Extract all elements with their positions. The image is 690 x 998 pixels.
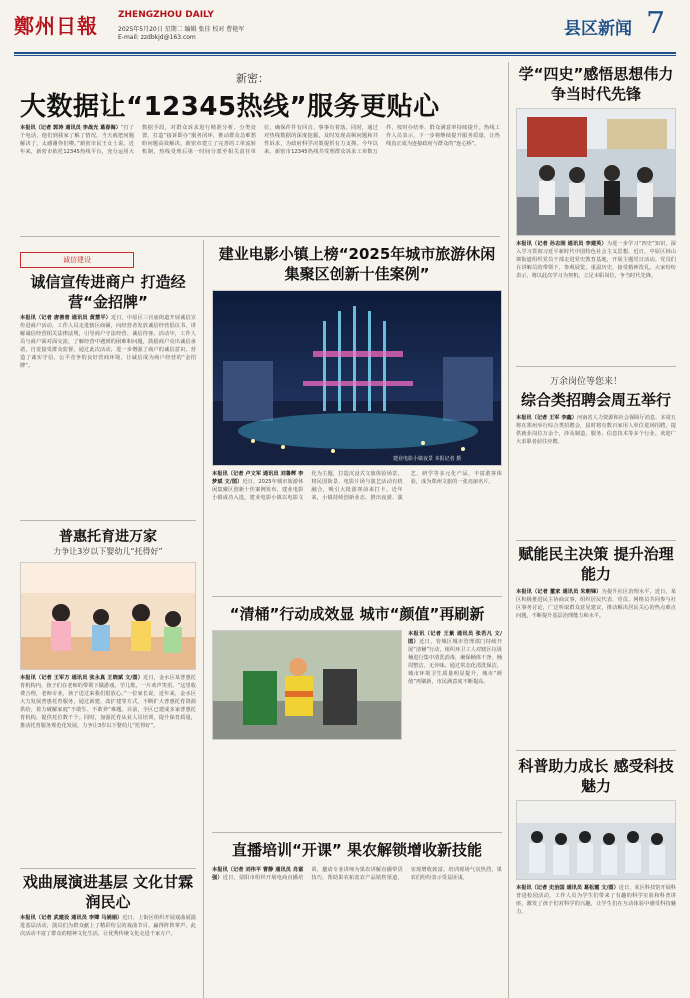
integrity-label-box xyxy=(20,252,134,268)
clean-byline: 本报讯（记者 王紫 通讯员 张若凡 文/图） xyxy=(408,631,502,645)
lead-kicker: 新密： xyxy=(236,72,269,85)
opera-text: 近日，上街区组织开展戏曲展演进基层活动，演员们为群众献上了精彩纷呈的戏曲节目，赢得阵阵掌声。此次活动丰富了群众的精神文化生活，让优秀传统文化走进千家万户。 xyxy=(20,915,196,937)
page-number: 7 xyxy=(646,6,666,41)
english-name: ZHENGZHOU DAILY xyxy=(118,10,214,20)
tourism-byline: 本报讯（记者 卢文军 通讯员 刘鲁辉 李梦斌 文/图） xyxy=(212,471,304,485)
divider xyxy=(212,596,502,597)
lead-headline: 大数据让“12345热线”服务更贴心 xyxy=(20,92,440,122)
live-text: 近日，荥阳市组织开展电商直播培训，邀请专业讲师为果农讲解直播带货技巧，帮助果农拓宽农产品销售渠道，实现增收致富。培训现场气氛热烈，果农们纷纷表示受益匪浅。 xyxy=(222,867,502,881)
tourism-text: 近日，2025年城市旅游休闲集聚区创新十佳案例发布，建业电影小镇成功入选。建业电影小镇以电影文化为主题，打造沉浸式文旅体验场景，将民国街景、电影片场与演艺活动有机融合，吸引大批游客前来打卡。近年来，小镇持续创新业态，推出夜游、演艺、研学等多元化产品，丰富游客体验，成为郑州文旅的一张亮丽名片。 xyxy=(212,471,502,501)
section-title: 县区新闻 xyxy=(564,19,632,39)
clean-photo xyxy=(212,630,402,740)
governance-body xyxy=(516,588,676,748)
jobs-kicker: 万余岗位等您来！ xyxy=(550,377,623,387)
jobs-body xyxy=(516,414,676,534)
opera-byline: 本报讯（记者 武建设 通讯员 李卿 马娟娟） xyxy=(20,915,123,921)
childcare-body xyxy=(20,674,196,864)
science-body xyxy=(516,884,676,992)
integrity-byline: 本报讯（记者 唐善普 通讯员 黄慧平） xyxy=(20,315,111,321)
childcare-text: 近日，金水区某普惠托育机构内，孩子们在老师的带领下做游戏、学儿歌，一片欢声笑语。“这里收费合理，老师专业，孩子送过来我们很放心。”一位家长说。近年来，金水区大力发展普惠托育服务，通过新建、改扩建等方式，不断扩大普惠托育资源供给，着力破解家庭“不敢生、不敢养”难题。目前，全区已建成多家普惠托育机构，提供托位数千个。同时，加强托育从业人员培训，提升保育质量，推动托育服务规范化发展，力争让3岁以下婴幼儿“托得好”。 xyxy=(20,675,196,729)
clean-text: 近日，管城区城市管理部门持续开展“清桶”行动，组织环卫工人对辖区垃圾桶进行集中清洗消毒，确保桶体干净、桶周整洁、无异味。通过常态化清洗保洁，城市环境卫生质量明显提升，城市“颜值”再刷新，市民满意度不断提高。 xyxy=(408,639,502,685)
childcare-photo xyxy=(20,562,196,670)
masthead xyxy=(14,6,676,48)
divider xyxy=(20,520,196,521)
lead-text: “打了个电话，他们到我家了解了情况，当天就把问题解决了，太感谢你们啦。”新密市民王女士说。近年来，新密市依托12345热线平台，充分运用大数据手段，对群众诉求进行精准分析、分类处置，打造“接诉即办”服务闭环，推动群众急难愁盼问题高效解决。新密市建立了完善的工单流转机制，热线受理后第一时间分派至相关责任单位，确保件件有回音、事事有着落。同时，通过对热线数据的深度挖掘，及时发现高频问题和共性诉求，为政府科学决策提供有力支撑。今年以来，新密市12345热线共受理群众诉求工单数万件，按时办结率、群众满意率持续提升。热线工作人员表示，下一步将继续提升服务质量，让热线真正成为连接政府与群众的“连心桥”。 xyxy=(20,125,500,155)
childcare-headline: 普惠托育进万家 xyxy=(59,529,157,545)
study-photo xyxy=(516,108,676,236)
tourism-body xyxy=(212,470,502,590)
live-body xyxy=(212,866,502,992)
childcare-subhead: 力争让3岁以下婴幼儿“托得好” xyxy=(53,547,163,556)
study-byline: 本报讯（记者 孙志刚 通讯员 李建英） xyxy=(516,241,607,247)
integrity-body xyxy=(20,314,196,514)
governance-byline: 本报讯（记者 董家 通讯员 朱朝锋） xyxy=(516,589,602,595)
tourism-photo xyxy=(212,290,502,466)
jobs-headline: 综合类招聘会周五举行 xyxy=(520,391,671,409)
column-divider xyxy=(508,62,509,998)
study-headline: 学“四史”感悟思想伟力 争当时代先锋 xyxy=(518,65,674,103)
study-text: 为进一步学习“四史”知识，深入学习贯彻习近平新时代中国特色社会主义思想，近日，中原区林山寨街道组织党员干部走进党史教育基地，开展主题党日活动。党员们在讲解员的带领下，参观展览，重温历史，接受精神洗礼。大家纷纷表示，将以此次学习为契机，立足本职岗位，争当时代先锋。 xyxy=(516,241,676,279)
integrity-headline: 诚信宣传进商户 打造经营“金招牌” xyxy=(30,273,186,311)
study-body xyxy=(516,240,676,360)
opera-body xyxy=(20,914,196,994)
science-text: 近日，某区科技馆开展科普进校园活动，工作人员为学生们带来了有趣的科学实验和科普讲座，激发了孩子们对科学的兴趣，让学生们在互动体验中感受科技魅力。 xyxy=(516,885,676,915)
opera-headline: 戏曲展演进基层 文化甘霖润民心 xyxy=(22,873,194,911)
divider xyxy=(516,750,676,751)
lead-body xyxy=(20,124,500,228)
masthead-rule xyxy=(14,52,676,54)
lead-byline: 本报讯（记者 郭涛 通讯员 李战光 葛春海） xyxy=(20,125,121,131)
divider xyxy=(516,540,676,541)
divider xyxy=(20,236,500,237)
integrity-text: 近日，中原区三官庙街道开展诚信宣传进商户活动，工作人员走进辖区商铺，向经营者发放诚信经营倡议书，讲解诚信经营相关法律法规，引导商户守法经营、诚信待客。活动中，工作人员与商户面对面交流，了解经营中遇到的困难和问题，鼓励商户亮出诚信承诺，自觉接受群众监督。通过此次活动，进一步增强了商户的诚信意识，营造了诚实守信、公平竞争的良好营商环境，让诚信成为商户经营的“金招牌”。 xyxy=(20,315,196,369)
divider xyxy=(516,366,676,367)
clean-headline: “清桶”行动成效显 城市“颜值”再刷新 xyxy=(229,605,485,623)
divider xyxy=(212,832,502,833)
masthead-rule-thin xyxy=(14,55,676,56)
divider xyxy=(20,868,196,869)
date-line: 2025年5月20日 星期二 编辑 张佳 校对 曹艳军 xyxy=(118,26,245,33)
science-photo xyxy=(516,800,676,880)
clean-body xyxy=(408,630,502,742)
jobs-text: 河南省人力资源和社会保障厅消息，本周五将在郑州举行综合类招聘会，届时将有数百家用人单位进场招聘，提供就业岗位万余个，涉及制造、服务、信息技术等多个行业。欢迎广大求职者前往应聘。 xyxy=(516,415,676,445)
live-byline: 本报讯（记者 刘伟平 曹静 通讯员 肖富强） xyxy=(212,867,304,881)
childcare-byline: 本报讯（记者 王军方 通讯员 张永真 王晓斌 文/图） xyxy=(20,675,144,681)
live-headline: 直播培训“开课” 果农解锁增收新技能 xyxy=(232,841,482,859)
newspaper-logo: 鄭州日報 xyxy=(14,14,98,38)
tourism-headline: 建业电影小镇上榜“2025年城市旅游休闲集聚区创新十佳案例” xyxy=(218,245,496,283)
column-divider xyxy=(203,240,204,998)
tourism-photo-caption: 建业电影小镇夜景 本报记者 摄 xyxy=(393,456,462,462)
email: E-mail: zzdbkjd@163.com xyxy=(118,34,196,41)
integrity-label: 诚信建设 xyxy=(59,255,95,265)
jobs-byline: 本报讯（记者 王军 李鑫） xyxy=(516,415,577,421)
science-headline: 科普助力成长 感受科技魅力 xyxy=(518,757,674,795)
science-byline: 本报讯（记者 史治国 通讯员 葛松霞 文/图） xyxy=(516,885,619,891)
governance-text: 为提升社区治理水平，近日，某区积极推进民主协商议事，组织居民代表、党员、网格员共同参与社区事务讨论，广泛听取群众意见建议，推动解决居民关心的热点难点问题，不断提升基层治理能力和水平。 xyxy=(516,589,676,619)
governance-headline: 赋能民主决策 提升治理能力 xyxy=(518,545,674,583)
